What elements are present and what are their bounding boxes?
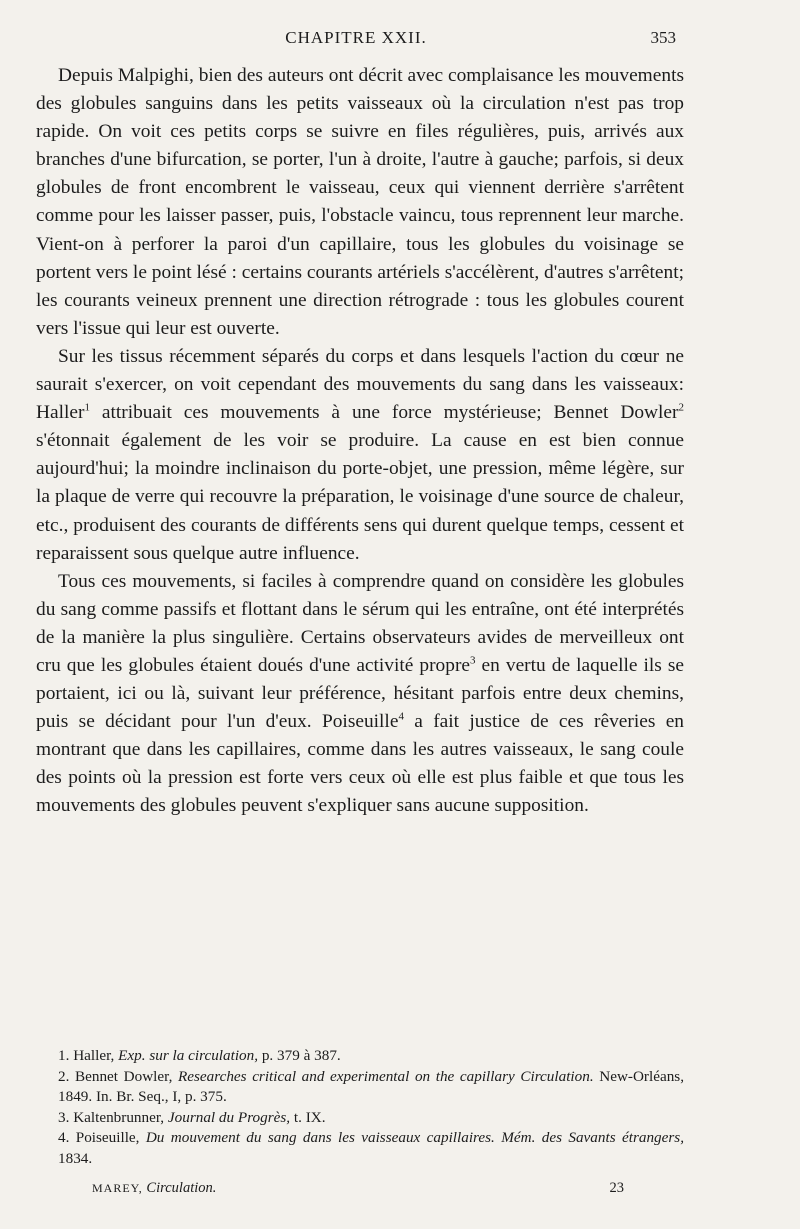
footnote-author: Kaltenbrunner, <box>73 1108 165 1126</box>
footnote-2 <box>36 1067 684 1108</box>
paragraph-2 <box>36 343 684 568</box>
paragraph-2-part-a: Sur les tissus récemment séparés du corps et dans lesquels l'action du cœur ne saurait s'exercer, on voit cependant des mouvements du sang dans les vaisseaux: Haller <box>36 345 684 424</box>
paragraph-3-part-b: en vertu de laquelle ils se portaient, ici ou là, suivant leur préférence, hésitant parfois entre deux chemins, puis se décidant pour l'un d'eux. Poiseuille <box>36 654 684 733</box>
paragraph-2-part-b: attribuait ces mouvements à une force mystérieuse; Bennet Dowler <box>89 402 679 424</box>
footnote-rest: p. 379 à 387. <box>258 1047 341 1064</box>
footnote-title: Du mouvement du sang dans les vaisseaux capillaires. Mém. des Savants étrangers, <box>145 1129 685 1147</box>
footnote-1 <box>36 1046 684 1067</box>
signature-author: MAREY, <box>92 1181 143 1195</box>
paragraph-3 <box>36 568 684 821</box>
chapter-title: CHAPITRE XXII. <box>285 28 427 47</box>
printer-signature <box>92 1180 652 1202</box>
paragraph-2-part-c: s'étonnait également de les voir se produire. La cause en est bien connue aujourd'hui; la moindre inclinaison du porte-objet, une pression, même légère, sur la plaque de verre qui recouvre la préparation, le voisinage d'une source de chaleur, etc., produisent des courants de différents sens qui durent quelque temps, cessent et reparaissent sous quelque autre influence. <box>36 430 684 564</box>
footnote-title: Researches critical and experimental on the capillary Circulation. <box>177 1067 594 1085</box>
footnote-3 <box>36 1108 684 1129</box>
footnote-number: 2. <box>58 1067 70 1085</box>
footnote-title: Exp. sur la circulation, <box>118 1047 259 1064</box>
footnotes <box>36 1046 684 1170</box>
signature-title: Circulation. <box>146 1180 217 1196</box>
footnote-number: 4. <box>58 1129 70 1147</box>
footnote-ref-1: 1 <box>84 401 90 414</box>
footnote-number: 3. <box>58 1108 70 1126</box>
paragraph-3-part-a: Tous ces mouvements, si faciles à comprendre quand on considère les globules du sang comme passifs et flottant dans le sérum qui les entraîne, ont été interprétés de la manière la plus singulière. Certains observateurs avides de merveilleux ont cru que les globules étaient doués d'une activité propre <box>36 570 684 676</box>
footnote-author: Poiseuille, <box>75 1129 140 1147</box>
footnote-author: Haller, <box>73 1047 115 1064</box>
body-text <box>36 62 684 821</box>
paragraph-3-part-c: a fait justice de ces rêveries en montrant que dans les capillaires, comme dans les autres vaisseaux, le sang coule des points où la pression est forte vers ceux où elle est plus faible et que tous les mouvements des globules peuvent s'expliquer sans aucune supposition. <box>36 711 684 817</box>
footnote-ref-3: 3 <box>470 654 476 667</box>
signature-sheet-number: 23 <box>609 1180 624 1196</box>
footnote-rest: New-Orléans, 1849. In. Br. Seq., I, p. 375. <box>58 1067 684 1106</box>
footnote-rest: 1834. <box>58 1149 93 1167</box>
footnote-author: Bennet Dowler, <box>75 1067 173 1085</box>
footnote-ref-4: 4 <box>398 710 404 723</box>
paragraph-1: Depuis Malpighi, bien des auteurs ont décrit avec complaisance les mouvements des globules sanguins dans les petits vaisseaux où la circulation n'est pas trop rapide. On voit ces petits corps se suivre en files régulières, puis, arrivés aux branches d'une bifurcation, se porter, l'un à droite, l'autre à gauche; parfois, si deux globules de front encombrent le vaisseau, ceux qui viennent derrière s'arrêtent comme pour les laisser passer, puis, l'obstacle vaincu, tous reprennent leur marche. Vient-on à perforer la paroi d'un capillaire, tous les globules du voisinage se portent vers le point lésé : certains courants artériels s'accélèrent, d'autres s'arrêtent; les courants veineux prennent une direction rétrograde : tous les globules courent vers l'issue qui leur est ouverte. <box>36 65 684 339</box>
page-number: 353 <box>650 28 676 47</box>
footnote-ref-2: 2 <box>678 401 684 414</box>
footnote-number: 1. <box>58 1047 70 1064</box>
footnote-rest: t. IX. <box>290 1108 326 1126</box>
running-head <box>36 28 676 54</box>
footnote-4 <box>36 1128 684 1169</box>
footnote-title: Journal du Progrès, <box>167 1108 291 1126</box>
